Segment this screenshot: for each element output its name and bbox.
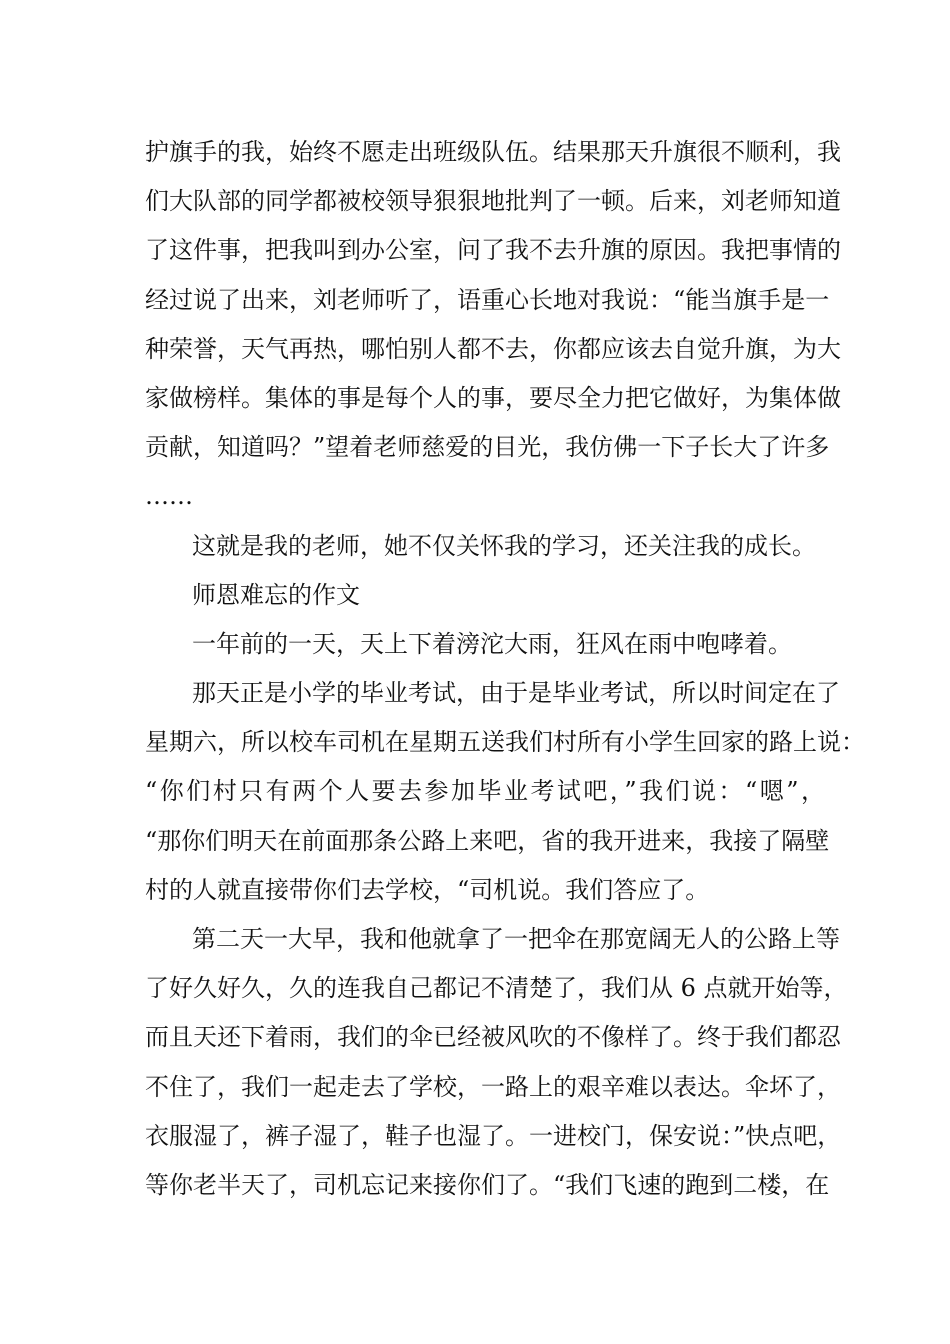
text-line: “那你们明天在前面那条公路上来吧，省的我开进来，我接了隔壁	[145, 826, 830, 855]
text-line: 等你老半天了，司机忘记来接你们了。“我们飞速的跑到二楼，在	[145, 1170, 830, 1199]
text-line: 经过说了出来，刘老师听了，语重心长地对我说：“能当旗手是一	[145, 285, 830, 314]
text-line: ……	[145, 482, 193, 511]
essay-text	[145, 128, 865, 1210]
text-line: “你们村只有两个人要去参加毕业考试吧，”我们说：“嗯”，	[145, 777, 825, 806]
text-line: 了好久好久，久的连我自己都记不清楚了，我们从 6 点就开始等，	[145, 974, 848, 1003]
paragraph-line: 第二天一大早，我和他就拿了一把伞在那宽阔无人的公路上等	[192, 925, 840, 953]
text-line: 衣服湿了，裤子湿了，鞋子也湿了。一进校门，保安说：”快点吧，	[145, 1121, 842, 1150]
text-line: 们大队部的同学都被校领导狠狠地批判了一顿。后来，刘老师知道	[145, 187, 841, 216]
text-line: 而且天还下着雨，我们的伞已经被风吹的不像样了。终于我们都忍	[145, 1023, 841, 1052]
text-line: 护旗手的我，始终不愿走出班级队伍。结果那天升旗很不顺利，我	[145, 138, 841, 166]
text-line: 了这件事，把我叫到办公室，问了我不去升旗的原因。我把事情的	[145, 236, 841, 265]
text-line: 村的人就直接带你们去学校，“司机说。我们答应了。	[145, 875, 710, 904]
text-line: 种荣誉，天气再热，哪怕别人都不去，你都应该去自觉升旗，为大	[145, 334, 841, 363]
text-line: 贡献，知道吗？”望着老师慈爱的目光，我仿佛一下子长大了许多	[145, 433, 830, 462]
text-line: 不住了，我们一起走去了学校，一路上的艰辛难以表达。伞坏了，	[145, 1072, 841, 1101]
essay-title: 师恩难忘的作文	[192, 580, 360, 609]
paragraph-line: 这就是我的老师，她不仅关怀我的学习，还关注我的成长。	[192, 531, 816, 560]
text-line: 星期六，所以校车司机在星期五送我们村所有小学生回家的路上说：	[145, 728, 865, 757]
paragraph-line: 一年前的一天，天上下着滂沱大雨，狂风在雨中咆哮着。	[192, 629, 792, 658]
text-line: 家做榜样。集体的事是每个人的事，要尽全力把它做好，为集体做	[145, 383, 841, 412]
paragraph-line: 那天正是小学的毕业考试，由于是毕业考试，所以时间定在了	[192, 679, 840, 708]
